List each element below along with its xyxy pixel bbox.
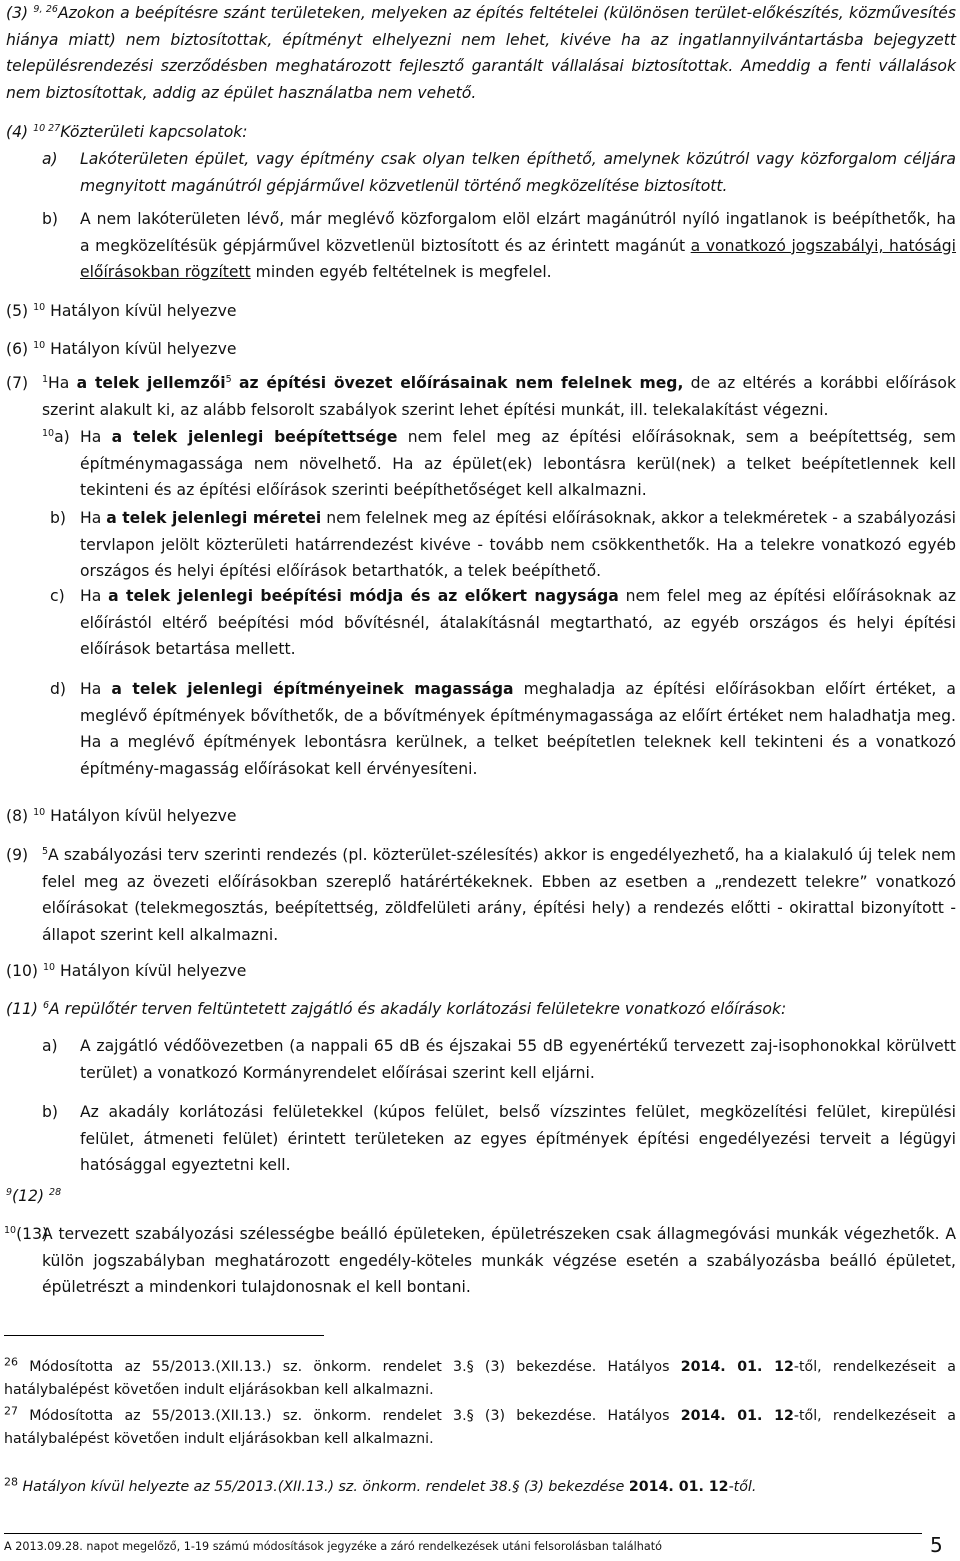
item-label: a) <box>42 150 58 168</box>
paragraph-7: $^1$Ha a telek jellemzői$^5$ az építési övezet előírásainak nem felelnek meg, de az eltérés a korábbi előírások szerint alakult ki, az alább felsorolt szabályok szerint lehet építési munkát, ill. telekalakítást végezni. <box>42 373 956 419</box>
paragraph-text: Azokon a beépítésre szánt területeken, melyeken az építés feltételei (különösen terület-előkészítés, közművesítés hiánya miatt) nem biztosítottak, építményt elhelyezni nem lehet, kivéve ha az ingatlannyilvántartásba bejegyzett településrendezési szerződésben meghatározott fejlesztő garantált vállalásai biztosítottak. Ameddig a fenti vállalások nem biztosítottak, addig az épület használatba nem vehető. <box>6 4 956 102</box>
footnote-ref[interactable]: 10 <box>4 1224 17 1236</box>
paragraph-11b: Az akadály korlátozási felületekkel (kúpos felület, belső vízszintes felület, megközelítési felület, kirepülési felület, átmeneti felület) érintett területeken az egyes építmények építési engedélyezési terveit a légügyi hatósággal egyeztetni kell. <box>80 1103 956 1174</box>
footer-rule <box>4 1533 922 1534</box>
paragraph-7a: Ha a telek jelenlegi beépítettsége nem felel meg az építési előírásoknak, sem a beépítettség, sem építménymagassága nem növelhető. Ha az épület(ek) lebontásra kerül(nek) a telket beépítetlennek kell tekinteni és az építési előírások szerinti beépíthetőséget kell alkalmazni. <box>80 428 956 499</box>
paragraph-11: (11) $^6$A repülőtér terven feltüntetett zajgátló és akadály korlátozási felületekre vonatkozó előírások: <box>6 999 787 1018</box>
footnote-ref[interactable]: 10 27 <box>33 122 61 134</box>
item-label: c) <box>50 587 65 605</box>
footnote-ref[interactable]: 5 <box>42 845 49 857</box>
item-label: a) <box>42 1037 58 1055</box>
footnote-ref[interactable]: 10 <box>42 427 55 439</box>
paragraph-number: (4) <box>6 123 29 141</box>
footnote-ref[interactable]: 10 <box>33 339 46 351</box>
item-label: d) <box>50 680 66 698</box>
paragraph-text: Közterületi kapcsolatok: <box>60 123 248 141</box>
item-label: b) <box>50 509 66 527</box>
footnote-ref[interactable]: 10 <box>33 806 46 818</box>
paragraph-number: (7) <box>6 374 29 392</box>
paragraph-4-heading <box>6 119 956 146</box>
footnote-ref[interactable]: 10 <box>42 961 56 973</box>
footnote-ref[interactable]: 1 <box>42 373 49 385</box>
paragraph-5: (5) $^{10}$ Hatályon kívül helyezve <box>6 301 237 320</box>
paragraph-3 <box>6 0 956 106</box>
footnote-ref[interactable]: 9 <box>6 1186 13 1198</box>
footnote-ref[interactable]: 28 <box>49 1186 62 1198</box>
paragraph-10: (10) $^{10}$ Hatályon kívül helyezve <box>6 961 247 980</box>
footnote-ref[interactable]: 9, 26 <box>33 3 58 15</box>
item-label: b) <box>42 1103 58 1121</box>
item-label: b) <box>42 210 58 228</box>
underlined-text: a vonatkozó jogszabályi, hatósági előírásokban rögzített <box>80 236 957 281</box>
footer-text: A 2013.09.28. napot megelőző, 1-19 számú módosítások jegyzéke a záró rendelkezések utáni felsorolásban található <box>4 1540 662 1553</box>
footnote-27: $^{27}$ Módosította az 55/2013.(XII.13.) sz. önkorm. rendelet 3.§ (3) bekezdése. Hatályos 2014. 01. 12-től, rendelkezéseit a hatálybalépést követően indult eljárásokban kell alkalmazni. <box>4 1404 956 1447</box>
paragraph-7b: Ha a telek jelenlegi méretei nem felelnek meg az építési előírásoknak, akkor a telekméretek - a szabályozási tervlapon jelölt közterületi határrendezést kivéve - tovább nem csökkenthetők. Ha a telekre vonatkozó egyéb országos és helyi építési előírások betarthatók, a telek beépíthető. <box>80 509 956 580</box>
footnote-ref[interactable]: 10 <box>33 301 46 313</box>
paragraph-number: (9) <box>6 846 29 864</box>
paragraph-4a: Lakóterületen épület, vagy építmény csak olyan telken építhető, amelynek közútról vagy közforgalom céljára megnyitott magánútról gépjárművel közvetlenül történő megközelítése biztosított. <box>80 150 956 195</box>
paragraph-number: (3) <box>6 4 29 22</box>
footnote-ref[interactable]: 5 <box>225 373 232 385</box>
paragraph-11a: A zajgátló védőövezetben (a nappali 65 dB és éjszakai 55 dB egyenértékű tervezett zaj-isophonokkal körülvett terület) a vonatkozó Kormányrendelet előírásai szerint kell eljárni. <box>80 1037 956 1082</box>
page-number: 5 <box>930 1533 943 1557</box>
paragraph-4b: A nem lakóterületen lévő, már meglévő közforgalom elöl elzárt magánútról nyíló ingatlanok is beépíthetők, ha a megközelítésük gépjárművel közvetlenül biztosított és az érintett magánút a vonatkozó jogszabályi, hatósági előírásokban rögzített minden egyéb feltételnek is megfelel. <box>80 210 957 281</box>
paragraph-6: (6) $^{10}$ Hatályon kívül helyezve <box>6 339 237 358</box>
footnote-ref[interactable]: 6 <box>42 999 50 1011</box>
paragraph-9: $^5$A szabályozási terv szerinti rendezés (pl. közterület-szélesítés) akkor is engedélyezhető, ha a kialakuló új telek nem felel meg az övezeti előírásokban szereplő határértékeknek. Ebben az esetben a „rendezett telekre” vonatkozó előírásokat (telekmegosztás, beépítettség, zöldfelületi arány, építési hely) a rendezés előtti - okirattal bizonyított - állapot szerint kell alkalmazni. <box>42 845 956 944</box>
paragraph-7c: Ha a telek jelenlegi beépítési módja és az előkert nagysága nem felel meg az építési előírásoknak az előírástól eltérő beépítési mód bővítésnél, átalakításnál megtartható, az egyéb országos és helyi építési előírások betartása mellett. <box>80 587 956 658</box>
paragraph-12: $^9$(12) $^{28}$ <box>6 1186 62 1205</box>
footnote-28: $^{28}$ Hatályon kívül helyezte az 55/2013.(XII.13.) sz. önkorm. rendelet 38.§ (3) bekezdése 2014. 01. 12-től. <box>4 1475 757 1495</box>
paragraph-7d: Ha a telek jelenlegi építményeinek magassága meghaladja az építési előírásokban előírt értéket, a meglévő építmények bővíthetők, de a bővítmények építménymagassága az előírt értéket nem haladhatja meg. Ha a meglévő építmények lebontásra kerülnek, a telket beépítetlen teleknek kell tekinteni és a vonatkozó építmény-magasság előírásokat kell érvényesíteni. <box>80 680 956 778</box>
item-label: $^{10}$a) <box>42 427 70 446</box>
paragraph-number: $^{10}$(13) <box>4 1224 49 1243</box>
footnote-26: $^{26}$ Módosította az 55/2013.(XII.13.) sz. önkorm. rendelet 3.§ (3) bekezdése. Hatályos 2014. 01. 12-től, rendelkezéseit a hatálybalépést követően indult eljárásokban kell alkalmazni. <box>4 1355 956 1398</box>
paragraph-13: A tervezett szabályozási szélességbe beálló épületeken, épületrészeken csak állagmegóvási munkák végezhetők. A külön jogszabályban meghatározott engedély-köteles munkák végzése esetén a szabályozásba beálló épületet, épületrészt a mindenkori tulajdonosnak el kell bontani. <box>42 1225 956 1296</box>
footnote-divider <box>4 1335 324 1336</box>
paragraph-8: (8) $^{10}$ Hatályon kívül helyezve <box>6 806 237 825</box>
